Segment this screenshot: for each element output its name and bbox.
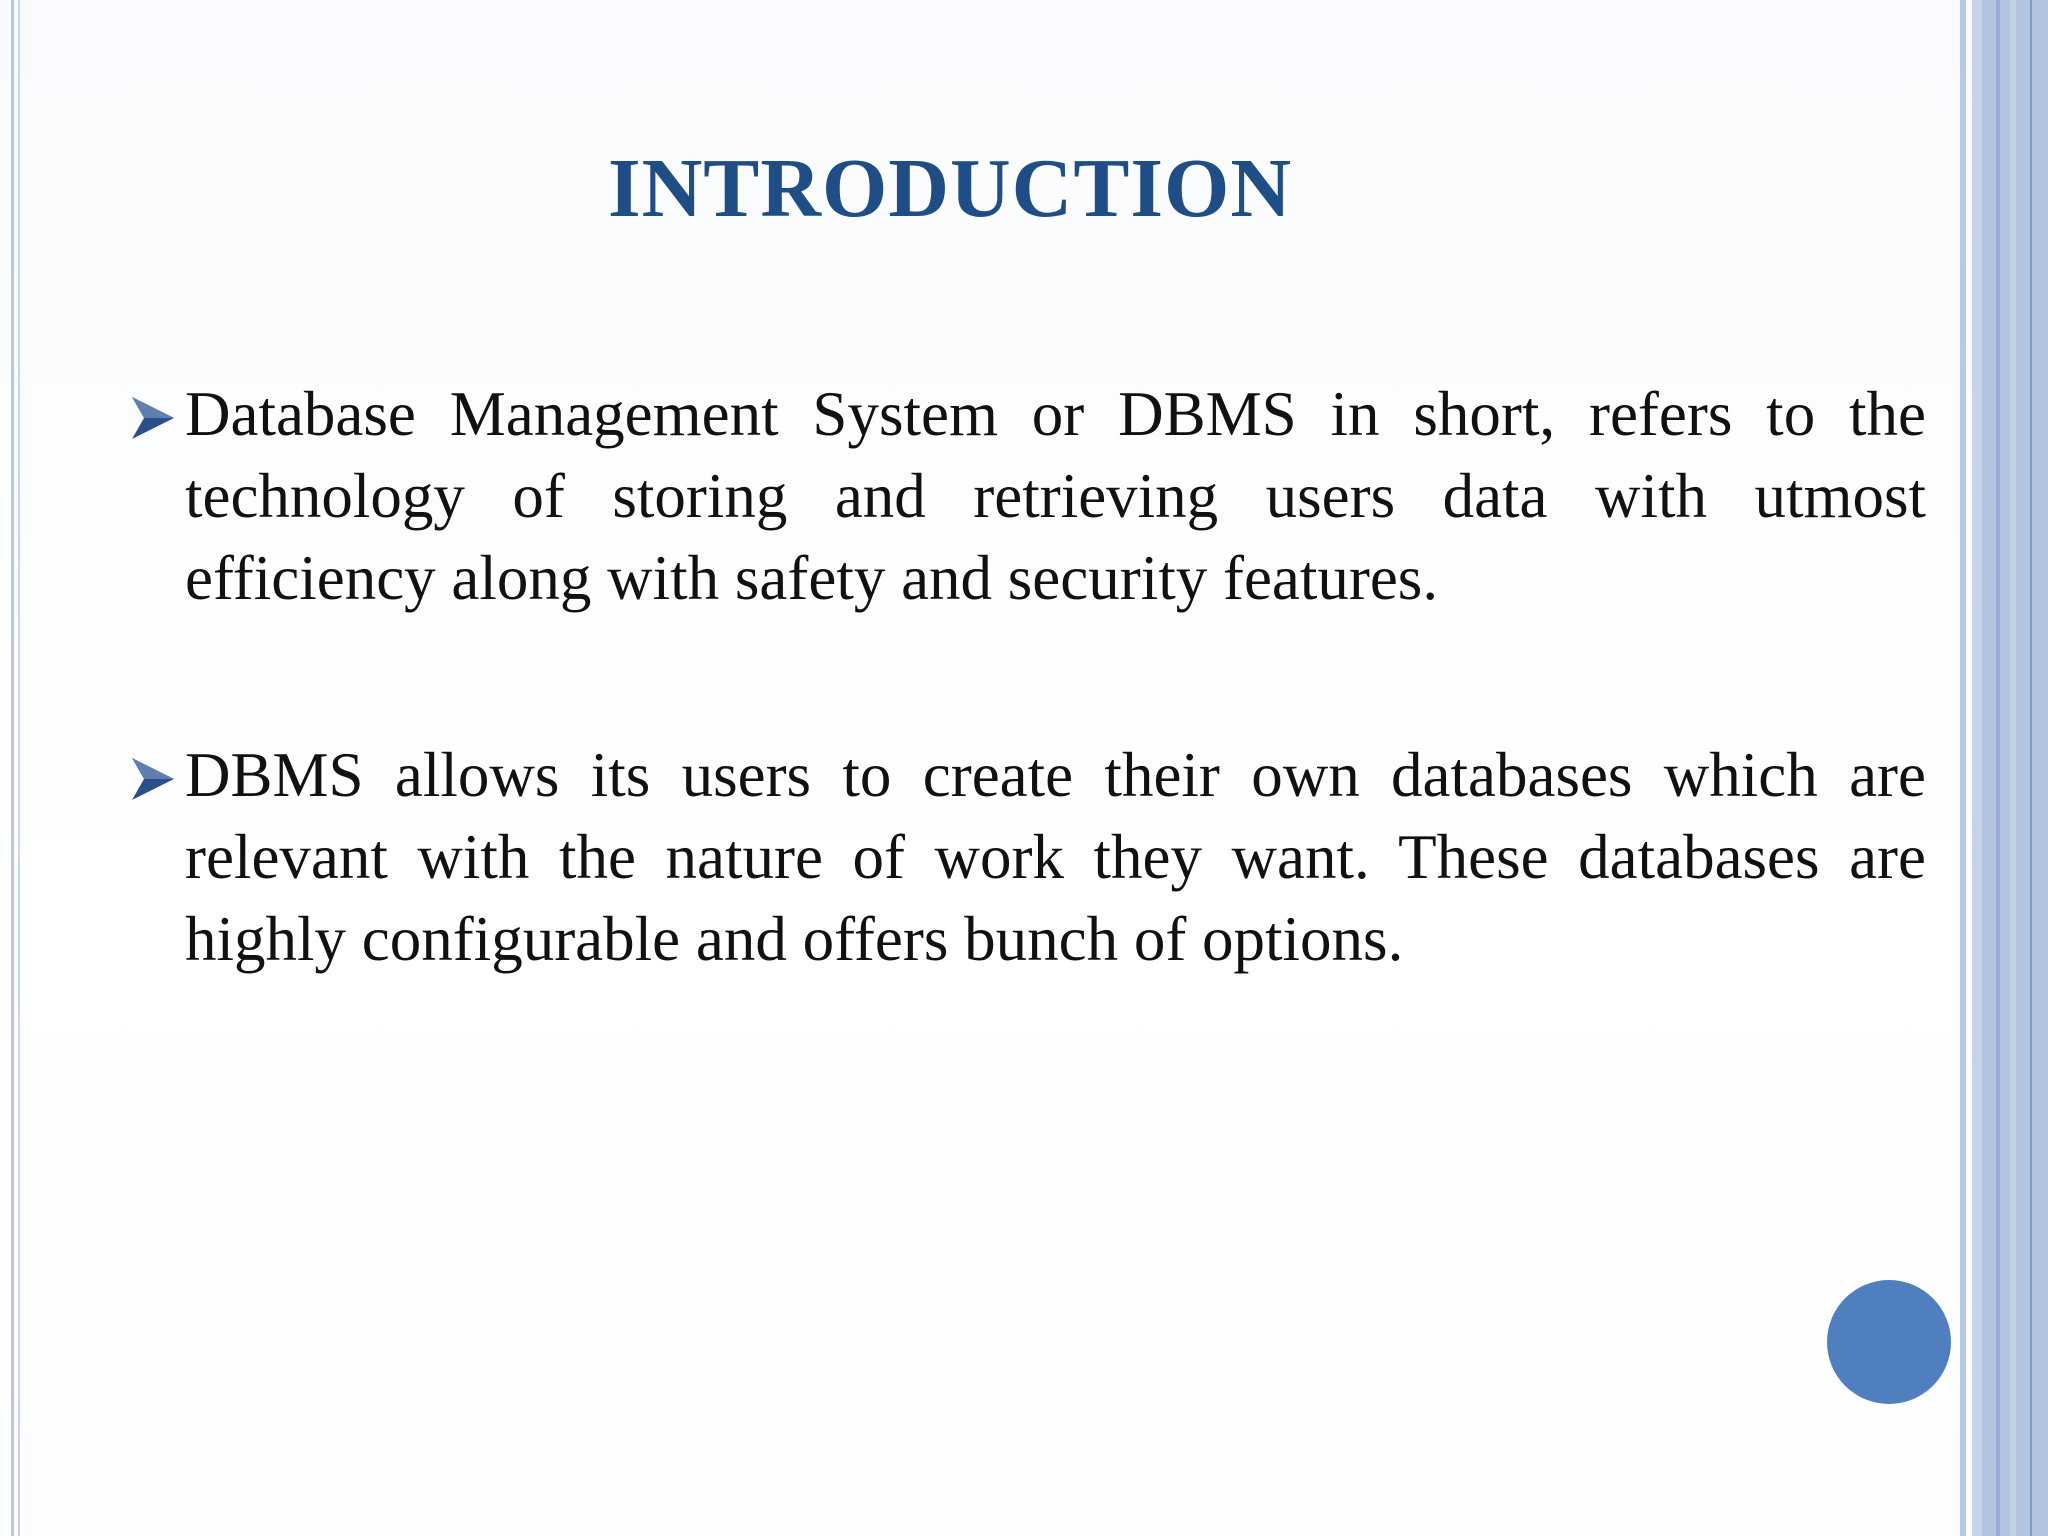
bullet-text: Database Management System or DBMS in short, refers to the technology of storing and retrieving users data with utmost efficiency along with safety and security features. [185, 379, 1926, 613]
arrowhead-bullet-icon [128, 754, 178, 804]
bullet-item [128, 373, 1926, 619]
slide-title [0, 140, 1900, 237]
circle-decoration [1827, 1280, 1951, 1404]
bullet-text: DBMS allows its users to create their own databases which are relevant with the nature of work they want. These databases are highly configurable and offers bunch of options. [185, 740, 1926, 974]
right-border-band [1972, 0, 1982, 1536]
right-border-band [1960, 0, 1966, 1536]
arrowhead-bullet-icon [128, 393, 178, 443]
right-border-band [2030, 0, 2032, 1536]
bullet-item [128, 734, 1926, 980]
right-border-band [1996, 0, 2000, 1536]
right-border-band [2010, 0, 2016, 1536]
slide-title-text: INTRODUCTION [607, 142, 1293, 235]
